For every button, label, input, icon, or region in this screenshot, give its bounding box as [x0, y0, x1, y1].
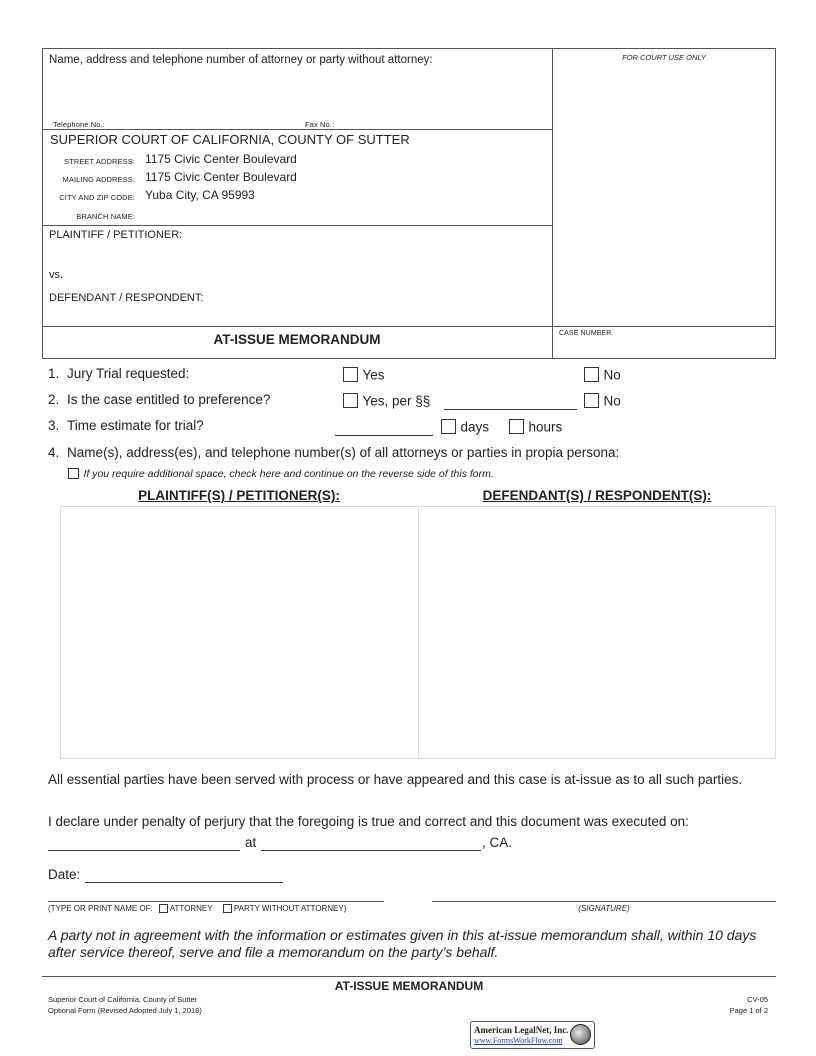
logo-company: American LegalNet, Inc. [474, 1025, 569, 1035]
q3-hours-checkbox[interactable] [509, 419, 524, 434]
vs-label: vs. [49, 269, 64, 281]
q3-hours-label: hours [528, 419, 563, 435]
caption-divider [552, 48, 553, 359]
q2-no-option[interactable] [584, 392, 621, 410]
footer-court: Superior Court of California, County of Sutter [48, 995, 198, 1004]
signature-label: (SIGNATURE) [578, 904, 630, 913]
fax-label: Fax No.: [305, 120, 335, 129]
q1-text: Jury Trial requested: [67, 366, 190, 381]
perjury-statement: I declare under penalty of perjury that the foregoing is true and correct and this document was executed on: [48, 814, 689, 829]
party-option-label: PARTY WITHOUT ATTORNEY) [233, 904, 347, 913]
telephone-label: Telephone No.: [53, 120, 105, 129]
q1-no-checkbox[interactable] [584, 367, 599, 382]
footer-optional: Optional Form (Revised Adopted July 1, 2018) [48, 1006, 202, 1015]
signature-line[interactable] [432, 901, 776, 902]
logo-url: www.FormsWorkFlow.com [474, 1036, 563, 1045]
q2-yes-option[interactable] [343, 392, 430, 410]
plaintiffs-box[interactable] [60, 506, 419, 759]
q3-text: Time estimate for trial? [67, 418, 204, 433]
at-label: at [245, 835, 257, 850]
q2-yes-label: Yes, per §§ [362, 393, 431, 409]
court-name: SUPERIOR COURT OF CALIFORNIA, COUNTY OF SUTTER [50, 132, 410, 147]
q4-note: If you require additional space, check here and continue on the reverse side of this form. [83, 467, 494, 480]
city-value: Yuba City, CA 95993 [145, 188, 255, 202]
attorney-checkbox[interactable] [159, 904, 168, 913]
q1-number: 1. [48, 366, 60, 381]
date-line[interactable] [85, 882, 283, 883]
branch-label: BRANCH NAME: [76, 212, 135, 221]
executed-city-line[interactable] [261, 850, 481, 851]
mailing-label: MAILING ADDRESS: [62, 175, 135, 184]
q4-additional-space-option[interactable] [68, 465, 494, 483]
print-name-label: (TYPE OR PRINT NAME OF: [48, 904, 153, 913]
footer-page: Page 1 of 2 [729, 1006, 768, 1015]
form-title: AT-ISSUE MEMORANDUM [213, 332, 381, 347]
print-name-caption [48, 904, 346, 913]
q3-days-label: days [460, 419, 489, 435]
plaintiff-label: PLAINTIFF / PETITIONER: [49, 229, 183, 241]
q3-days-option[interactable] [441, 418, 489, 436]
caption-rule-1 [42, 129, 553, 130]
plaintiffs-header: PLAINTIFF(S) / PETITIONER(S): [138, 488, 340, 503]
defendant-label: DEFENDANT / RESPONDENT: [49, 292, 204, 304]
q3-estimate-line[interactable] [335, 435, 433, 436]
q2-no-label: No [603, 393, 621, 409]
logo-globe-icon [570, 1024, 591, 1045]
caption-box [42, 48, 776, 359]
defendants-box[interactable] [418, 506, 776, 759]
party-checkbox[interactable] [223, 904, 232, 913]
q2-number: 2. [48, 392, 60, 407]
legalnet-logo[interactable] [470, 1021, 595, 1049]
q1-no-option[interactable] [584, 366, 621, 384]
ca-label: , CA. [482, 835, 513, 850]
q3-number: 3. [48, 418, 60, 433]
q4-text: Name(s), address(es), and telephone number(s) of all attorneys or parties in propia persona: [67, 445, 620, 460]
attorney-option-label: ATTORNEY [169, 904, 213, 913]
q4-number: 4. [48, 445, 60, 460]
q1-yes-option[interactable] [343, 366, 384, 384]
q3-hours-option[interactable] [509, 418, 562, 436]
q1-no-label: No [603, 367, 621, 383]
q2-no-checkbox[interactable] [584, 393, 599, 408]
footer-form-id: CV-05 [747, 995, 768, 1004]
q2-text: Is the case entitled to preference? [67, 392, 271, 407]
city-label: CITY AND ZIP CODE: [59, 193, 135, 202]
q1-yes-label: Yes [362, 367, 385, 383]
street-value: 1175 Civic Center Boulevard [145, 152, 297, 166]
case-number-label: CASE NUMBER [559, 330, 612, 337]
print-name-line[interactable] [48, 901, 384, 902]
q4-additional-space-checkbox[interactable] [68, 468, 79, 479]
caption-rule-2 [42, 225, 553, 226]
q1-yes-checkbox[interactable] [343, 367, 358, 382]
attorney-label: Name, address and telephone number of attorney or party without attorney: [49, 54, 433, 66]
q2-yes-checkbox[interactable] [343, 393, 358, 408]
date-label: Date: [48, 867, 81, 882]
served-statement: All essential parties have been served with process or have appeared and this case is at-issue as to all such parties. [48, 772, 743, 787]
footer-title: AT-ISSUE MEMORANDUM [334, 979, 484, 993]
q3-days-checkbox[interactable] [441, 419, 456, 434]
q2-statute-line[interactable] [444, 409, 577, 410]
mailing-value: 1175 Civic Center Boulevard [145, 170, 297, 184]
warning-statement: A party not in agreement with the information or estimates given in this at-issue memorandum shall, within 10 days after service thereof, serve and file a memorandum on the party’s behalf. [48, 927, 757, 960]
court-use-label: FOR COURT USE ONLY [622, 53, 706, 62]
caption-rule-3 [42, 326, 776, 327]
executed-date-line[interactable] [48, 850, 240, 851]
defendants-header: DEFENDANT(S) / RESPONDENT(S): [482, 488, 712, 503]
street-label: STREET ADDRESS: [64, 157, 135, 166]
footer-rule [42, 976, 776, 977]
